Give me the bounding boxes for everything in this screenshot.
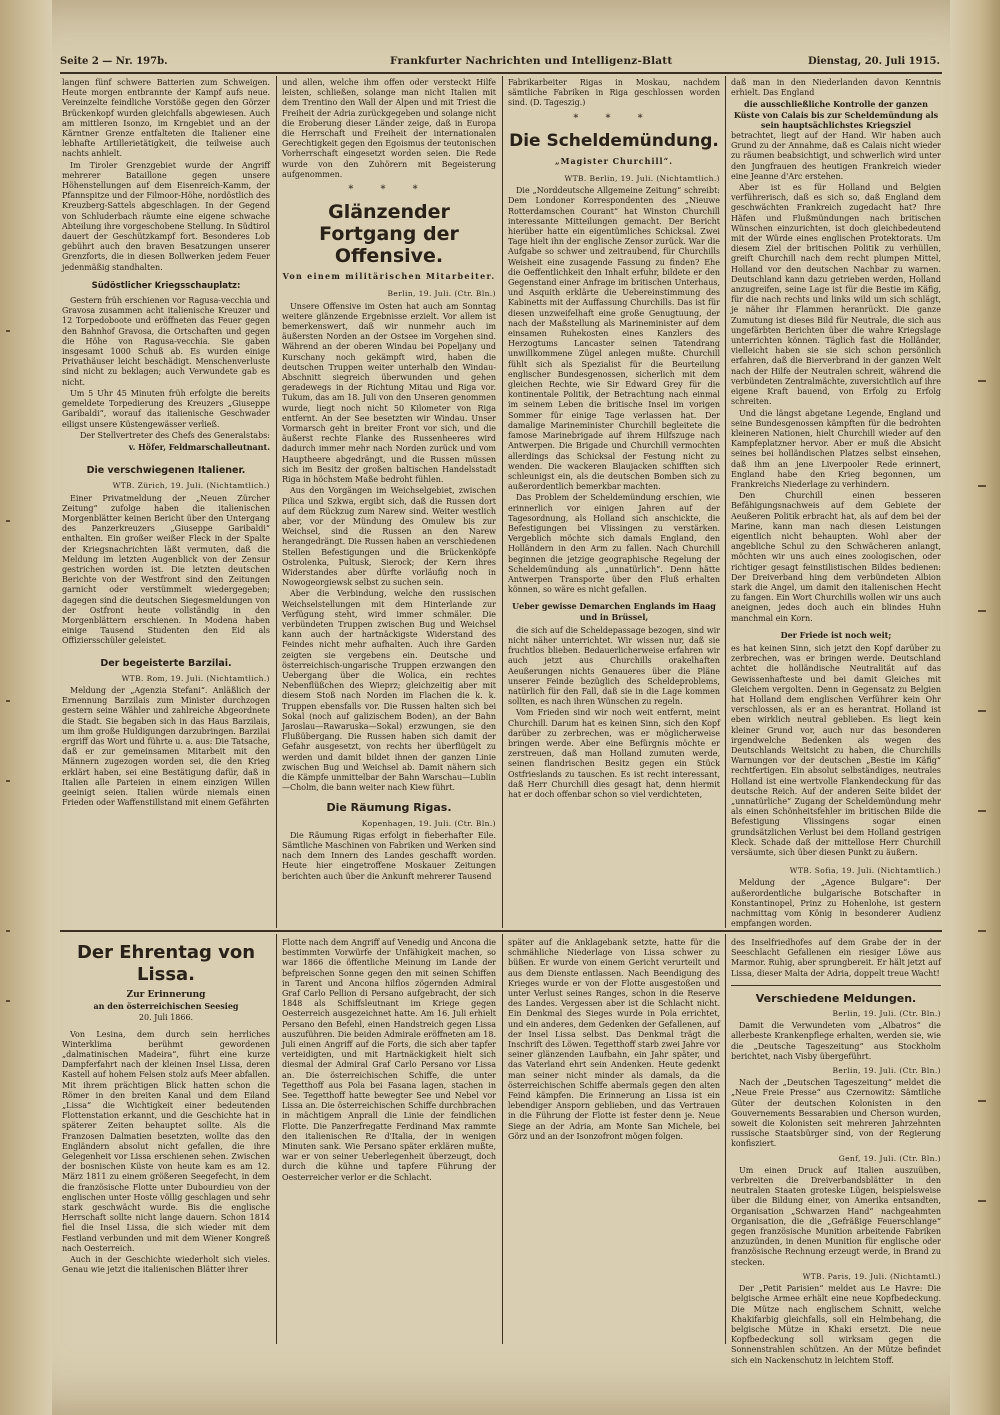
lissa-c3: später auf die Anklagebank setzte, hatte für die schmähliche Niederlage von Lissa schwer zu büßen. Er wurde von einem Gericht verurteilt und aus dem Dienste entlassen. Nach Beendigung des Krieges wurde er von der Flotte ausgestoßen und unter Verlust seines Ranges, schon in die Reserve des Landes. Vergessen aber ist die Schlacht nicht. Ein Denkmal des Sieges wurde in Pola errichtet, und ein anderes, dem Gedenken der Gefallenen, auf der Insel Lissa selbst. Das Denkmal trägt die Inschrift des Löwen. Tegetthoff starb zwei Jahre vor seiner glänzenden Laufbahn, ein Jahr später, und das Vaterland ehrt sein Andenken. Heute gedenkt man seiner nicht minder als damals, da die österreichischen Schiffe abermals gegen den alten Feind kämpfen. Die Erinnerung an Lissa ist ein lebendiger Ansporn geblieben, und das Vertrauen in die Führung der Flotte ist fester denn je. Neue Siege an der Adria, am Monte San Michele, bei Görz und an der Isonzofront mögen folgen. xyxy=(508,938,720,1141)
article-subhead: Von einem militärischen Mitarbeiter. xyxy=(282,271,496,282)
article-subhead: „Magister Churchill“. xyxy=(555,155,673,166)
dateline: WTB. Zürich, 19. Juli. (Nichtamtlich.) xyxy=(112,481,270,491)
dateline: Kopenhagen, 19. Juli. (Ctr. Bln.) xyxy=(361,818,496,828)
lissa-column-1 xyxy=(62,938,270,1343)
col3-lead: Fabrikarbeiter Rigas in Moskau, nachdem sämtliche Fabriken in Riga geschlossen worden sind. (D. Tageszig.) xyxy=(508,78,720,108)
inline-subheading: Der Friede ist noch weit; xyxy=(780,629,892,640)
dateline: WTB. Paris, 19. Juli. (Nichtamtl.) xyxy=(802,1271,941,1281)
divider xyxy=(731,985,941,986)
col3-p3: die sich auf die Scheldepassage bezogen, sind wir nicht näher unterrichtet. Wir wissen nur, daß sie fruchtlos blieben. Bedauerlicherweise erfahren wir auch jetzt aus Churchills orakelhaften Aeußerungen nichts Genaueres über die Pläne unserer Feinde bezüglich des Scheldeproblems, natürlich für den Fall, daß sie in die Lage kommen sollten, es nach ihren Wünschen zu regeln. xyxy=(508,625,720,707)
misc-title: Verschiedene Meldungen. xyxy=(755,991,917,1005)
paper-title: Frankfurter Nachrichten und Intelligenz-Blatt xyxy=(390,55,673,67)
dateline: Berlin, 19. Juli. (Ctr. Bln.) xyxy=(387,289,496,299)
issue-date: Dienstag, 20. Juli 1915. xyxy=(807,56,940,67)
col1-lead: langen fünf schwere Batterien zum Schweigen. Heute morgen entbrannte der Kampf aufs neue. Vereinzelte feindliche Vorstöße gegen den Görzer Brückenkopf wurden gleichfalls abgewiesen. Auch am mittleren Isonzo, im Krngebiet und an der Kärntner Grenze entfalteten die Italiener eine lebhafte Artillerietätigkeit, die teilweise auch nachts anhielt. xyxy=(62,78,270,159)
signature-line: Der Stellvertreter des Chefs des Generalstabs: xyxy=(79,430,270,440)
column-divider xyxy=(276,76,277,928)
lissa-column-3 xyxy=(508,938,720,1343)
header-rule xyxy=(60,72,942,74)
dateline: WTB. Berlin, 19. Juli. (Nichtamtlich.) xyxy=(564,174,720,184)
col3-p2: Das Problem der Scheldemündung erschien, wie erinnerlich vor einigen Jahren auf der Tagesordnung, als Holland sich anschickte, die Befestigungen bei Vlissingen zu verstärken. Vergeblich möchte sich damals England, den Holländern in den Arm zu fallen. Nach Churchill beginnen die jetzige geographische Regelung der Scheldemündung als „unnatürlich“. Denn hätte Antwerpen Transporte über den Fluß erhalten können, so wäre es nicht gefallen. xyxy=(508,493,720,595)
col2-lead: und allen, welche ihm offen oder versteckt Hilfe leisten, schließen, solange man nicht Italien mit dem Trentino den Wall der Alpen und mit Triest die Freiheit der Adria zurückgegeben und solange nicht die Eroberung dieser Länder zeige, daß in Europa die Herrschaft und Freiheit der internationalen Gerechtigkeit gegen den Egoismus der teutonischen Vorherrschaft eingesetzt worden seien. Die Rede wurde von den Zuhörern mit Begeisterung aufgenommen. xyxy=(282,78,496,179)
col1-section2-text: Einer Privatmeldung der „Neuen Zürcher Zeitung“ zufolge haben die italienischen Morgenblätter keinen Bericht über den Untergang des Panzerkreuzers „Giuseppe Garibaldi“ enthalten. Ein großer weißer Fleck in der Spalte der Kriegsnachrichten läßt vermuten, daß die Meldung im letzten Augenblick von der Zensur gestrichen worden ist. Die letzten deutschen Berichte von der Westfront sind den Zeitungen garnicht oder verstümmelt wiedergegeben; dagegen sind die deutschen Siegesmeldungen von der Ostfront heute vollständig in den Morgenblättern erschienen. In Modena haben einige Tausend Studenten den Eid als Offiziersschüler geleistet. xyxy=(62,493,270,646)
col1-section1-p2: Um 5 Uhr 45 Minuten früh erfolgte die bereits gemeldete Torpedierung des Kreuzers „Giuseppe Garibaldi“, worauf das italienische Geschwader eiligst unsere Küstengewässer verließ. xyxy=(62,388,270,429)
col4-p3: Und die längst abgetane Legende, England und seine Bundesgenossen kämpften für die bedrohten kleineren Nationen, hielt Churchill wieder auf den Kampfeplatzner hervor. Aber er muß die Absicht seines bei holländischen Platzes selbst einsehen, daß ihm an jene Liverpooler Rede erinnert, England habe den Krieg begonnen, um Frankreichs Niederlage zu verhindern. xyxy=(731,408,941,489)
col4-p4: Den Churchill einen besseren Befähigungsnachweis auf dem Gebiete der Aeußeren Politik erbracht hat, als auf dem bei der Marine, kann man nach diesen Leistungen eigentlich nicht behaupten. Wohl aber der angebliche Schul zu den Schwächeren anlangt, möchten wir uns auch eines zoologischen, oder richtiger gesagt feinstilistischen Bildes bedienen: Der Dreiverband hing dem verbündeten Albion stark die Angel, um damit den italienischen Hecht zu fangen. Ein Wort Churchills wollen wir uns auch aneignen, jedes doch auch ein blindes Huhn manchmal ein Korn. xyxy=(731,491,941,623)
column-2 xyxy=(282,78,496,928)
bold-paragraph: die ausschließliche Kontrolle der ganzen Küste von Calais bis zur Scheldemündung als sein hauptsächlichstes Kriegsziel xyxy=(733,99,939,130)
signature-name: v. Höfer, Feldmarschalleutnant. xyxy=(128,441,270,452)
col4-lead: daß man in den Niederlanden davon Kenntnis erhielt. Das England xyxy=(731,78,941,98)
dateline: Berlin, 19. Juli. (Ctr. Bln.) xyxy=(832,1009,941,1019)
column-4 xyxy=(731,78,941,928)
column-1 xyxy=(62,78,270,928)
col1-section3-text: Meldung der „Agenzia Stefani“. Anläßlich der Ernennung Barzilais zum Minister durchzogen gestern seine Wähler und zahlreiche Abgeordnete die Stadt. Sie begaben sich in das Haus Barzilais, um ihm große Huldigungen darzubringen. Barzilai ergriff das Wort und führte u. a. aus: Die Tatsache, daß er zur gemeinsamen Mitarbeit mit den Männern zugezogen worden sei, die den Krieg erklärt haben, sei eine Bestätigung dafür, daß in Italien alle Parteien in einem einzigen Willen geeinigt seien. Italien würde niemals einen Frieden oder Waffenstillstand mit einem Gefährten xyxy=(62,685,270,808)
separator-stars: * * * xyxy=(573,112,655,124)
page-number: Seite 2 — Nr. 197b. xyxy=(60,56,168,67)
column-divider xyxy=(276,934,277,1344)
col1-section1-p1: Gestern früh erschienen vor Ragusa-vecchia und Gravosa zusammen acht italienische Kreuzer und 12 Torpedoboote und eröffneten das Feuer gegen den Bahnhof Gravosa, die Ortschaften und gegen die Höhe von Ragusa-vecchia. Sie gaben insgesamt 1000 Schuß ab. Es wurden einige Privathäuser leicht beschädigt. Menschenverluste sind nicht zu beklagen; auch Verwundete gab es nicht. xyxy=(62,296,270,387)
column-divider xyxy=(725,76,726,928)
article-headline: Die Räumung Rigas. xyxy=(326,801,452,815)
col4-p6: Meldung der „Agence Bulgare“: Der außerordentliche bulgarische Botschafter in Konstantinopel, Prinz zu Hohenlohe, ist gestern nachmittag vom König in besonderer Audienz empfangen worden. xyxy=(731,878,941,929)
col3-p1: Die „Norddeutsche Allgemeine Zeitung“ schreibt: Dem Londoner Korrespondenten des „Nieuwe Rotterdamschen Courant“ hat Winston Churchill interessante Mitteilungen gemacht. Der Bericht hierüber hatte ein eigentümliches Schicksal. Zwei Tage hielt ihn der englische Zensor zurück. War die Aufgabe so schwer und zeitraubend, für Churchills Weisheit eine zusagende Fassung zu finden? Ehe die Oeffentlichkeit den Inhalt erfuhr, bildete er den Gegenstand einer Anfrage im britischen Unterhaus, und Asquith erklärte die Uebereinstimmung des Kabinetts mit der Auffassung Churchills. Das ist für diesen unzweifelhaft eine große Genugtuung, der nach der Maßstellung als Marineminister auf dem einsamen Ruhekosten eines Kanzlers des Herzogtums Lancaster seinen Tatendrang unwillkommene Zügel anlegen mußte. Churchill fühlt sich als Spezialist für die Beurteilung englischer Bundesgenossen, sicherlich mit dem gleichen Rechte, wie Sir Edward Grey für die kontinentale Politik, der Betrachtung nach einmal im seinem Leben die britische Insel im vorigen Sommer für einige Tage verlassen hat. Der damalige Marineminister Churchill begleitete die famose Marinebrigade auf ihrem Hilfszuge nach Antwerpen. Die Brigade und Churchill vermochten allerdings das Schicksal der Festung nicht zu wenden. Die wackeren Blaujacken schifften sich schleunigst ein, als die deutschen Bomben sich zu außerordentlich bemerkbar machten. xyxy=(508,186,720,492)
col2-p3: Aber die Verbindung, welche den russischen Weichselstellungen mit dem Hinterlande zur Verfügung steht, wird immer schmäler. Die verbündeten Truppen zwischen Bug und Weichsel kann auch der hartnäckigste Widerstand des Feindes nicht mehr aufhalten. Auch ihre Garden zeigten sie vergebens ein. Deutsche und österreichisch-ungarische Truppen erzwangen den Uebergang über die Wolica, ein rechtes Nebenflüßchen des Wieprz; gleichzeitig aber mit diesem Stoß nach Norden im Flachen die k. k. Truppen ebensfalls vor. Die Russen halten sich bei Sokal (noch auf galizischem Boden), an der Bahn Jaroslau—Rawaruska—Sokal) erzwungen, sie den Flußübergang. Die Russen haben sich damit der Gefahr ausgesetzt, von rechts her überflügelt zu werden und damit bildet ihnen der ganzen Linie zwischen Bug und Weichsel ab. Damit nähern sich die Kämpfe unmittelbar der Bahn Warschau—Lublin—Cholm, die bann weiter nach Kiew führt. xyxy=(282,589,496,793)
misc-item: Nach der „Deutschen Tageszeitung“ meldet die „Neue Freie Presse“ aus Czernowitz: Sämtliche Güter der deutschen Kolonisten in den Gouvernements Bessarabien und Cherson wurden, soweit die Kolonisten seit mehreren Jahrzehnten russische Staatsbürger sind, von der Regierung konfisziert. xyxy=(731,1078,941,1149)
misc-item: Der „Petit Parisien“ meldet aus Le Havre: Die belgische Armee erhält eine neue Kopfbedeckung. Die Mütze nach englischem Schnitt, welche Khakifarbig gleichfalls, soll ein Helmbehang, die belgische Mütze in Khaki ersetzt. Die neue Kopfbedeckung soll wirksam gegen die Sonnenstrahlen schützen. An der Mütze befindet sich ein Nackenschutz in leichtem Stoff. xyxy=(731,1284,941,1365)
lissa-date: 20. Juli 1866. xyxy=(138,1013,194,1023)
dateline: WTB. Rom, 19. Juli. (Nichtamtlich.) xyxy=(121,673,270,683)
col4-p2: Aber ist es für Holland und Belgien verführerisch, daß es sich so, daß England dem geschwächten Frankreich zugedacht hat? Ihre Häfen und Flußmündungen nach britischen Wünschen einzurichten, ist doch gleichbedeutend mit der Würde eines englischen Protektorats. Um diesem Ziel der britischen Politik zu verhüllen, greift Churchill nach dem recht plumpen Mittel, Holland vor den deutschen Nachbar zu warnen. Deutschland kann dazu getrieben werden, Holland anzugreifen, seine Lage ist für die Bestie im Käfig, für die nach rechts und links wild um sich schlägt, je näher ihr Flammen heranrückt. Die ganze Zumutung ist dieses Bild für Neutrale, die sich aus ungefärbten Berichten über die wahre Kriegslage unterrichten können. Täglich fast die Holländer, vielleicht haben sie sie sich schon persönlich erfahren, daß die Bierverbrand in der ganzen Welt nach der Hilfe der Neutralen schreit, während die verbündeten Zentralmächte, zuversichtlich auf ihre eigene Kraft bauend, von Erfolg zu Erfolg schreiten. xyxy=(731,183,941,407)
left-page-edge xyxy=(0,0,52,1415)
lissa-c2: Flotte nach dem Angriff auf Venedig und Ancona die bestimmten Vorwürfe der Unfähigkeit machen, so war 1866 die öffentliche Meinung im Lande der befpreischen Sonne gegen den mit seinen Schiffen in Tarent und Ancona hilflos zögernden Admiral Graf Carlo Pellion di Persano aufgebracht, der sich 1848 als Schiffsleutnant im Kriege gegen Oesterreich ausgezeichnet hatte. Am 16. Juli erhielt Persano den Befehl, einen Handstreich gegen Lissa auszuführen. Die beiden Admirale eröffneten am 18. Juli einen Angriff auf die Forts, die sich aber tapfer verteidigten, und mit Hartnäckigkeit hielt sich diesmal der Admiral Graf Carlo Persano vor Lissa an. Die österreichischen Schiffe, die unter Tegetthoff aus Pola bei Fasana lagen, stachen in See. Tegetthoff hatte bewegter See und Nebel vor Lissa an. Die österreichischen Schiffe durchbrachen in mächtigem Anprall die Linie der feindlichen Flotte. Die Panzerfregatte Ferdinand Max rammte den italienischen Re d'Italia, der in wenigen Minuten sank. Wie Persano später erklären mußte, war er von seiner Ueberlegenheit überzeugt, doch durch die kühne und tapfere Führung der Oesterreicher verlor er die Schlacht. xyxy=(282,938,496,1182)
lissa-p2: Auch in der Geschichte wiederholt sich vieles. Genau wie jetzt die italienischen Blätter ihrer xyxy=(62,1255,270,1275)
col4-p5: es hat keinen Sinn, sich jetzt den Kopf darüber zu zerbrechen, was er bringen werde. Deutschland achtet die holländische Neutralität auf das Gewissenhafteste und bei damit Gleiches mit Gleichem vergolten. Denn in Gegensatz zu Belgien hat Holland dem englischen Verführer kein Ohr verschlossen, als er an es herantrat. Holland ist eben wirklich neutral geblieben. Es liegt kein kleiner Grund vor, auch nur das besonderen irgendwelche Bedenken als wegen des Deutschlands Weitsicht zu haben, die Churchills Warnungen vor der deutschen „Bestie im Käfig“ rechtfertigen. Ein absolut selbständiges, neutrales Holland ist eine wertvolle Flankendeckung für das deutsche Reich. Auf der anderen Seite bildet der „unnatürliche“ Zugang der Scheldemündung mehr als einen Schönheitsfehler im britischen Bilde die Befestigung Vlissingens sogar einen grundsätzlichen Verlust bei dem Holland gestrigen Kleck. Schade daß der mittellose Herr Churchill versäumte, sich über diesen Punkt zu äußern. xyxy=(731,643,941,858)
section-title: Die verschwiegenen Italiener. xyxy=(86,465,246,477)
column-3 xyxy=(508,78,720,928)
section-rule xyxy=(60,930,942,932)
lissa-headline: Der Ehrentag von Lissa. xyxy=(76,942,256,985)
dateline: Genf, 19. Juli. (Ctr. Bln.) xyxy=(838,1153,941,1163)
col1-tirol: Im Tiroler Grenzgebiet wurde der Angriff mehrerer Bataillone gegen unsere Höhenstellungen auf dem Eisenreich-Kamm, der Pfannspitze und der Filmoor-Höhe, nordöstlich des Kreuzberg-Sattels abgeschlagen. In der Gegend von Schluderbach räumte eine eigene schwache Abteilung ihre vorgeschobene Stellung. In Südtirol dauert der Geschützkampf fort. Besonderes Lob gebührt auch den braven Besatzungen unserer Grenzforts, die in diesen Bollwerken jedem Feuer jedenmäßig standhalten. xyxy=(62,160,270,272)
column-divider xyxy=(502,934,503,1344)
misc-item: Damit die Verwundeten vom „Albatros“ die allerbeste Krankenpflege erhalten, werden sie, wie die „Deutsche Tageszeitung“ aus Stockholm berichtet, nach Visby übergeführt. xyxy=(731,1021,941,1061)
lissa-p1: Von Lesina, dem durch sein herrliches Winterklima berühmt gewordenen „dalmatinischen Madeira“, führt eine kurze Dampferfahrt nach der kleinen Insel Lissa, deren Kastell auf hohem Felsen stolz aufs Meer abfallen. Mit ihrem prächtigen Blick hatten schon die Römer in den breiten Kanal und dem Eiland „Lissa“ die Wichtigkeit einer bedeutenden Flottenstation erkannt, und die Geschichte hat in späterer Zeiten behauptet sollte. Als die Franzosen Dalmatien besetzten, wollte das den Engländern absolut nicht gefallen, die ihre Gelegenheit vor Lissa erschienen sehen. Zwischen der bosnischen Küste von heute kam es am 12. März 1811 zu einem größeren Seegefecht, in dem die französische Flotte unter Dubourdieu von der englischen unter Hoste völlig geschlagen und sehr stark geschwächt wurde. Bis die englische Herrschaft sollte nicht lange dauern. Schon 1814 fiel die Insel Lissa, die sich wieder mit dem Festland verbunden und mit dem Wiener Kongreß nach Oesterreich. xyxy=(62,1029,270,1253)
dateline: WTB. Sofia, 19. Juli. (Nichtamtlich.) xyxy=(789,866,941,876)
article-headline: Die Scheldemündung. xyxy=(509,130,719,151)
col3-p4: Vom Frieden sind wir noch weit entfernt, meint Churchill. Darum hat es keinen Sinn, sich den Kopf darüber zu zerbrechen, was er möglicherweise bringen werde. Aber eine Befürgnis möchte er zerstreuen, daß man Holland zumuten werde, seinen flandrischen Besitz gegen ein Stück Ostfrieslands zu tauschen. Es ist recht interessant, daß Herr Churchill dies gesagt hat, denn hiermit hat er doch offenbar schon so viel verdichteten, xyxy=(508,708,720,799)
running-head xyxy=(60,54,940,72)
misc-item: Um einen Druck auf Italien auszuüben, verbreiten die Dreiverbandsblätter in den neutralen Staaten groteske Lügen, beispielsweise über die Bildung einer, von Amerika entsandten, Organisation „Schwarzen Hand“ nachgeahmten Organisation, die die „Gefräßige Feuerschlange“ gegen französische Munition arbeitende Fabriken anzuzünden, in denen Munition für englische oder französische Rechnung erzeugt werde, in Brand zu stecken. xyxy=(731,1165,941,1267)
col2-p2: Aus den Vorgängen im Weichselgebiet, zwischen Pilica und Szkwa, ergibt sich, daß die Russen dort auf dem Rückzug zum Narew sind. Weiter westlich aber, vor der Mündung des Omulew bis zur Weichsel, sind die Russen an den Narew herangedrängt. Die Russen haben an verschiedenen Stellen Befestigungen und die Brückenköpfe Ostrolenka, Pultusk, Sierock; der Kern ihres Widerstandes aber dürfte vorläufig noch in Nowogeorgiewsk selbst zu suchen sein. xyxy=(282,486,496,588)
lissa-c4: des Inselfriedhofes auf dem Grabe der in der Seeschlacht Gefallenen ein riesiger Löwe aus Marmor. Ruhig, aber sprungbereit. Er hält jetzt auf Lissa, dieser Malta der Adria, doppelt treue Wacht! xyxy=(731,938,941,978)
misc-column xyxy=(731,938,941,1365)
lissa-subheading: Zur Erinnerung xyxy=(126,990,206,1000)
column-divider xyxy=(725,934,726,1344)
col2-p4: Die Räumung Rigas erfolgt in fieberhafter Eile. Sämtliche Maschinen von Fabriken und Werken sind nach dem Innern des Landes geschafft worden. Heute hier eingetroffene Moskauer Zeitungen berichten auch über die Ankunft mehrerer Tausend xyxy=(282,830,496,881)
dateline: Berlin, 19. Juli. (Ctr. Bln.) xyxy=(832,1066,941,1076)
lissa-subheading: an den österreichischen Seesieg xyxy=(93,1001,239,1012)
separator-stars: * * * xyxy=(348,184,430,196)
section-title: Südöstlicher Kriegsschauplatz: xyxy=(91,280,241,291)
col2-p1: Unsere Offensive im Osten hat auch am Sonntag weitere glänzende Ergebnisse erzielt. Vor allem ist bemerkenswert, daß wir nunmehr auch im äußersten Norden an der Ostsee im Vorgehen sind. Während an der oberen Windau bei Popeljany und Kurschany noch gekämpft wird, haben die deutschen Truppen weiter unterhalb den Windau-Abschnitt siegreich überwunden und gehen geradewegs in der Richtung Mitau und Riga vor. Tukum, das am 18. Juli von den Unseren genommen wurde, liegt noch nicht 50 Kilometer von Riga entfernt. An der See besetzten wir Windau. Unser Vormarsch geht in breiter Front vor sich, und die äußerst rechte Flanke des Russenheeres wird dadurch immer mehr nach Norden zurück und vom Hauptheere abgedrängt, und die Russen müssen sich im Besitz der großen baltischen Handelsstadt Riga in höchstem Maße bedroht fühlen. xyxy=(282,301,496,485)
article-headline: Glänzender Fortgang der Offensive. xyxy=(319,201,459,268)
col4-p1: betrachtet, liegt auf der Hand. Wir haben auch Grund zu der Annahme, daß es Calais nicht wieder zu räumen beabsichtigt, und schwerlich wird unter den Jungfrauen des heutigen Frankreich wieder eine Jeanne d'Arc erstehen. xyxy=(731,131,941,181)
column-divider xyxy=(502,76,503,928)
lissa-column-2 xyxy=(282,938,496,1343)
section-title: Der begeisterte Barzilai. xyxy=(100,657,232,669)
inline-subheading: Ueber gewisse Demarchen Englands im Haag und in Brüssel, xyxy=(512,601,716,622)
right-page-edge xyxy=(950,0,1000,1415)
